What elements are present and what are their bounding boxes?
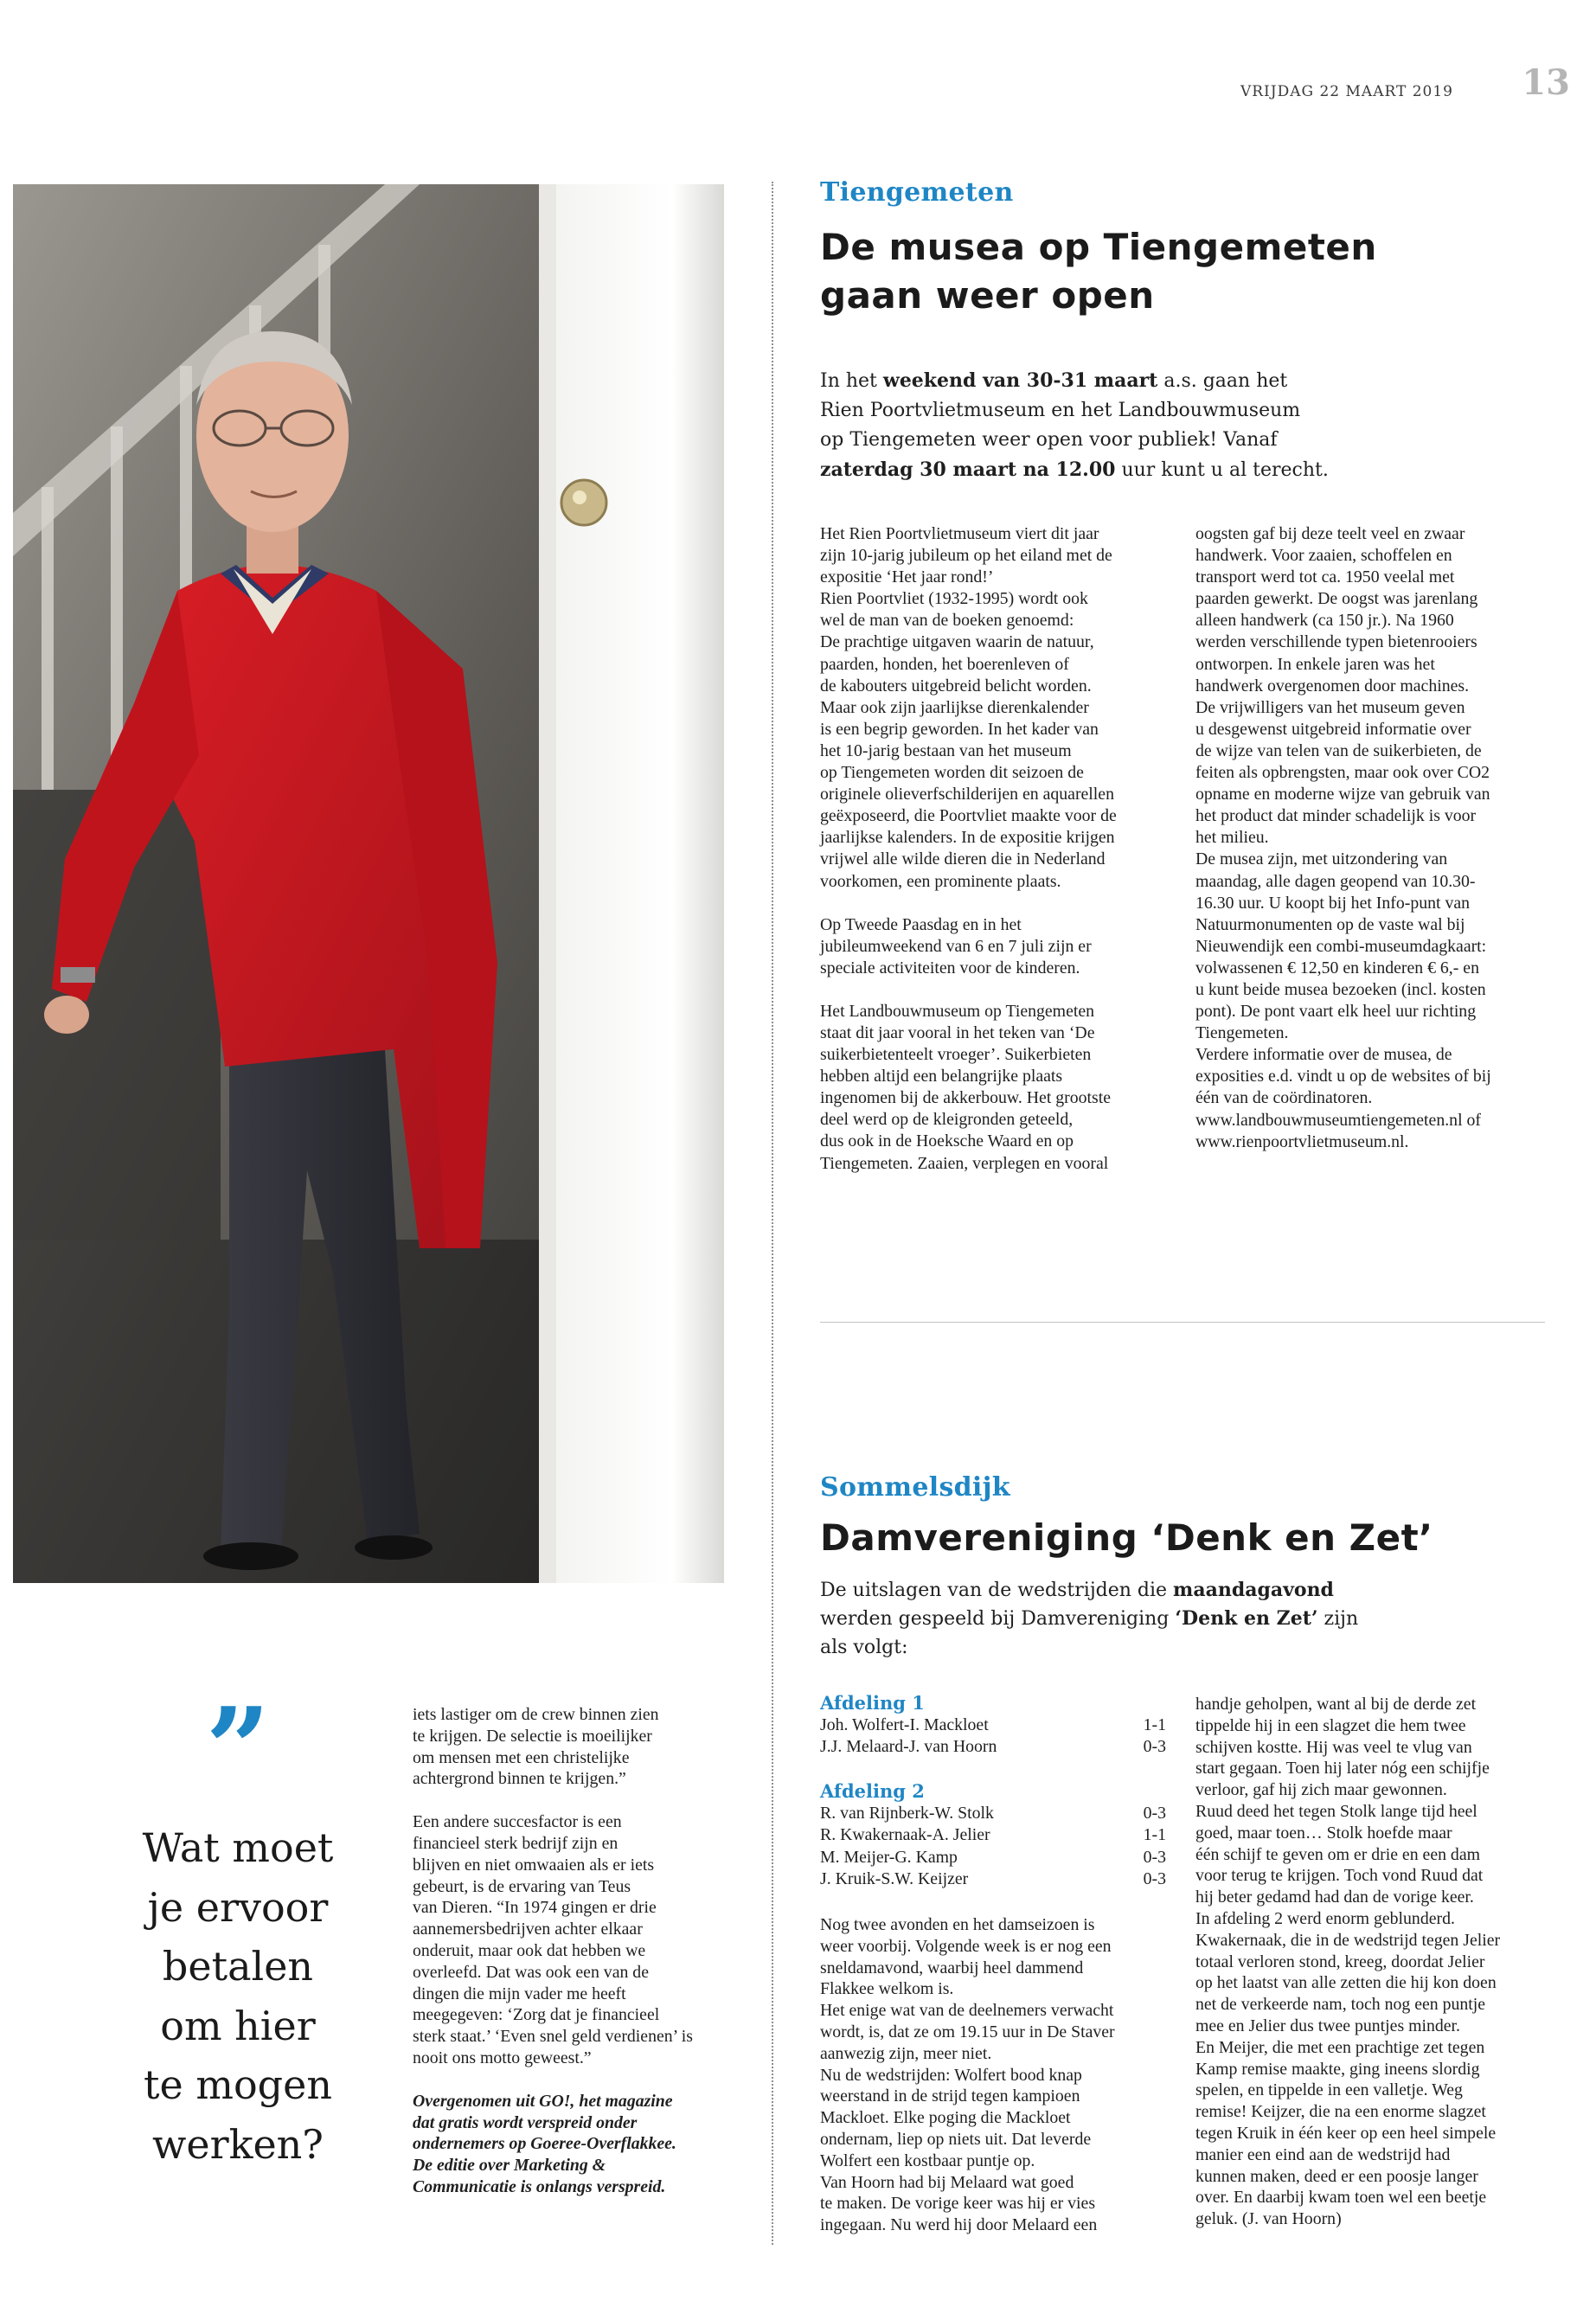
- text-line: paarden, honden, het boerenleven of: [820, 654, 1069, 674]
- portrait-photo: [13, 184, 724, 1583]
- text-line: start gegaan. Toen hij later nóg een schijfje: [1195, 1759, 1490, 1779]
- result-row: [820, 1847, 1166, 1868]
- article-lead: De uitslagen van de wedstrijden die maandagavond werden gespeeld bij Damvereniging ‘Denk en Zet’ zijn als volgt:: [820, 1579, 1359, 1658]
- text-line: het product dat minder schadelijk is voor: [1195, 806, 1477, 826]
- text-line: aanwezig zijn, meer niet.: [820, 2043, 992, 2063]
- text-line: achtergrond binnen te krijgen.”: [413, 1769, 626, 1789]
- match-score: 1-1: [1143, 1715, 1166, 1734]
- article-headline: [820, 223, 1377, 320]
- paragraph: [820, 914, 1166, 979]
- match-name: J.J. Melaard-J. van Hoorn: [820, 1737, 997, 1757]
- text-line: Ruud deed het tegen Stolk lange tijd heel: [1195, 1801, 1477, 1821]
- text-line: op Tiengemeten worden dit seizoen de: [820, 763, 1084, 783]
- match-score: 0-3: [1143, 1803, 1166, 1823]
- column-divider: [772, 182, 773, 2245]
- text-line: oogsten gaf bij deze teelt veel en zwaar: [1195, 524, 1465, 543]
- text-line: Het enige wat van de deelnemers verwacht: [820, 2001, 1114, 2021]
- text-line: tegen Kruik in één keer op een heel simpele: [1195, 2123, 1497, 2143]
- text-line: Kamp remise maakte, ging ineens slordig: [1195, 2059, 1480, 2079]
- text-line: jubileumweekend van 6 en 7 juli zijn er: [820, 936, 1092, 956]
- result-row: [820, 1868, 1166, 1890]
- text-line: ingegaan. Nu werd hij door Melaard een: [820, 2215, 1098, 2235]
- result-row: [820, 1803, 1166, 1824]
- text-line: De vrijwilligers van het museum geven: [1195, 697, 1465, 717]
- text-line: tippelde hij in een slagzet die hem twee: [1195, 1715, 1466, 1735]
- text-line: goed, maar toen… Stolk hoefde maar: [1195, 1823, 1452, 1843]
- text-line: hij beter gedamd had dan de vorige keer.: [1195, 1888, 1474, 1907]
- text-line: Wolfert een kostbaar puntje op.: [820, 2150, 1035, 2170]
- article-column-1: [820, 523, 1166, 1175]
- text-line: volwassenen € 12,50 en kinderen € 6,- en: [1195, 958, 1479, 977]
- text-line: blijven en niet omwaaien als er iets: [413, 1855, 655, 1875]
- pull-quote: [104, 1818, 372, 2174]
- text-line: spelen, en tippelde in een valletje. Weg: [1195, 2080, 1463, 2100]
- text-line: hebben altijd een belangrijke plaats: [820, 1067, 1063, 1086]
- text-line: op het laatst van alle zetten die hij kon doen: [1195, 1973, 1497, 1993]
- text-line: handwerk. Voor zaaien, schoffelen en: [1195, 546, 1452, 566]
- text-line: financieel sterk bedrijf zijn en: [413, 1833, 619, 1853]
- text-line: ingenomen bij de akkerbouw. Het grootste: [820, 1088, 1112, 1108]
- text-line: alleen handwerk (ca 150 jr.). Na 1960: [1195, 611, 1454, 631]
- text-line: over. En daarbij kwam toen wel een beetje: [1195, 2188, 1487, 2208]
- text-line: 16.30 uur. U koopt bij het Info-punt van: [1195, 893, 1471, 913]
- text-line: om mensen met een christelijke: [413, 1747, 630, 1767]
- text-line: dat gratis wordt verspreid onder: [413, 2112, 638, 2132]
- text-line: Overgenomen uit GO!, het magazine: [413, 2091, 673, 2111]
- text-line: Wat moet: [142, 1824, 334, 1871]
- text-line: mee en Jelier dus twee puntjes minder.: [1195, 2016, 1460, 2035]
- text-line: suikerbietenteelt vroeger’. Suikerbieten: [820, 1045, 1092, 1065]
- text-line: Flakkee welkom is.: [820, 1979, 954, 1999]
- text-line: van Dieren. “In 1974 gingen er drie: [413, 1898, 657, 1918]
- source-credit: [413, 2091, 733, 2198]
- article-column-2: [1195, 1694, 1542, 2230]
- text-line: gebeurt, is de ervaring van Teus: [413, 1876, 631, 1896]
- text-line: feiten als opbrengsten, maar ook over CO2: [1195, 763, 1490, 783]
- match-name: R. Kwakernaak-A. Jelier: [820, 1825, 990, 1845]
- text-line: originele olieverfschilderijen en aquarellen: [820, 785, 1114, 804]
- match-score: 0-3: [1143, 1737, 1166, 1757]
- text-line: schijven kostte. Hij was veel te vlug van: [1195, 1737, 1472, 1757]
- text-line: Mackloet. Elke poging die Mackloet: [820, 2108, 1071, 2128]
- division-heading: Afdeling 2: [820, 1779, 925, 1802]
- paragraph: [820, 1001, 1166, 1175]
- text-line: werden verschillende typen bietenrooiers: [1195, 632, 1477, 652]
- text-line: maandag, alle dagen geopend van 10.30-: [1195, 871, 1476, 891]
- text-line: Tiengemeten. Zaaien, verplegen en vooral: [820, 1153, 1109, 1173]
- text-line: Natuurmonumenten op de vaste wal bij: [1195, 914, 1465, 934]
- article-column-2: [1195, 523, 1542, 1153]
- match-name: J. Kruik-S.W. Keijzer: [820, 1869, 969, 1889]
- headline-line: gaan weer open: [820, 274, 1155, 317]
- paragraph: [413, 1704, 733, 1790]
- text-line: jaarlijkse kalenders. In de expositie krijgen: [820, 828, 1115, 848]
- result-row: [820, 1715, 1166, 1736]
- text-line: In afdeling 2 werd enorm geblunderd.: [1195, 1908, 1455, 1928]
- text-line: voorkomen, een prominente plaats.: [820, 871, 1061, 891]
- paragraph: [413, 1811, 733, 2069]
- text-line: werken?: [152, 2120, 324, 2168]
- text-line: vrijwel alle wilde dieren die in Nederland: [820, 849, 1106, 869]
- text-line: expositie ‘Het jaar rond!’: [820, 567, 994, 587]
- page-number: 13: [1522, 62, 1570, 103]
- match-name: Joh. Wolfert-I. Mackloet: [820, 1715, 989, 1734]
- text-line: geëxposeerd, die Poortvliet maakte voor de: [820, 806, 1117, 826]
- article-lead: In het weekend van 30-31 maart a.s. gaan het Rien Poortvlietmuseum en het Landbouwmuseum op Tiengemeten weer open voor publiek! Vanaf zaterdag 30 maart na 12.00 uur kunt u al terecht.: [820, 369, 1329, 481]
- text-line: sneldamavond, waarbij heel dammend: [820, 1958, 1084, 1977]
- text-line: totaal verloren stond, kreeg, doordat Jelier: [1195, 1952, 1485, 1971]
- text-line: te maken. De vorige keer was hij er vies: [820, 2194, 1096, 2214]
- text-line: betalen: [162, 1943, 314, 1990]
- article-divider: [820, 1322, 1545, 1323]
- text-line: te krijgen. De selectie is moeilijker: [413, 1726, 652, 1746]
- text-line: Rien Poortvliet (1932-1995) wordt ook: [820, 589, 1088, 609]
- text-line: Het Landbouwmuseum op Tiengemeten: [820, 1001, 1095, 1021]
- text-line: Nog twee avonden en het damseizoen is: [820, 1915, 1095, 1934]
- result-row: [820, 1736, 1166, 1758]
- text-line: opname en moderne wijze van gebruik van: [1195, 785, 1490, 804]
- text-line: paarden gewerkt. De oogst was jarenlang: [1195, 589, 1478, 609]
- text-line: u desgewenst uitgebreid informatie over: [1195, 719, 1471, 739]
- text-line: Nu de wedstrijden: Wolfert bood knap: [820, 2065, 1082, 2085]
- text-line: sterk staat.’ ‘Even snel geld verdienen’ is: [413, 2027, 693, 2047]
- issue-date: VRIJDAG 22 MAART 2019: [1240, 83, 1453, 100]
- text-line: wel de man van de boeken genoemd:: [820, 611, 1074, 631]
- article-kicker: Sommelsdijk: [820, 1472, 1010, 1503]
- text-line: geluk. (J. van Hoorn): [1195, 2209, 1342, 2229]
- text-line: dingen die mijn vader me heeft: [413, 1984, 626, 2003]
- text-line: deel werd op de kleigronden geteeld,: [820, 1110, 1074, 1130]
- result-row: [820, 1824, 1166, 1846]
- text-line: transport werd tot ca. 1950 veelal met: [1195, 567, 1455, 587]
- text-line: Kwakernaak, die in de wedstrijd tegen Jelier: [1195, 1930, 1501, 1950]
- text-line: De editie over Marketing &: [413, 2156, 606, 2176]
- match-name: R. van Rijnberk-W. Stolk: [820, 1803, 994, 1823]
- match-score: 0-3: [1143, 1847, 1166, 1867]
- text-line: één schijf te geven om er drie en een dam: [1195, 1844, 1480, 1864]
- article-headline: Damvereniging ‘Denk en Zet’: [820, 1516, 1433, 1559]
- text-line: is een begrip geworden. In het kader van: [820, 719, 1099, 739]
- match-name: M. Meijer-G. Kamp: [820, 1847, 958, 1867]
- text-line: En Meijer, die met een prachtige zet tegen: [1195, 2037, 1485, 2057]
- text-line: zijn 10-jarig jubileum op het eiland met de: [820, 546, 1112, 566]
- text-line: exposities e.d. vindt u op de websites of bij: [1195, 1067, 1491, 1086]
- text-line: het milieu.: [1195, 828, 1269, 848]
- quote-mark-icon: ”: [205, 1682, 271, 1815]
- text-line: De musea zijn, met uitzondering van: [1195, 849, 1448, 869]
- text-line: het 10-jarig bestaan van het museum: [820, 740, 1072, 760]
- text-line: te mogen: [144, 2061, 332, 2108]
- text-line: handje geholpen, want al bij de derde zet: [1195, 1695, 1477, 1714]
- text-line: pont). De pont vaart elk heel uur richting: [1195, 1002, 1477, 1022]
- headline-line: De musea op Tiengemeten: [820, 226, 1377, 268]
- text-line: ondernam, liep op niets uit. Dat leverde: [820, 2129, 1092, 2149]
- text-line: voor terug te krijgen. Toch vond Ruud dat: [1195, 1866, 1484, 1886]
- paragraph: [820, 523, 1166, 893]
- text-line: meegegeven: ‘Zorg dat je financieel: [413, 2005, 660, 2025]
- text-line: om hier: [160, 2002, 316, 2049]
- text-line: Nieuwendijk een combi-museumdagkaart:: [1195, 936, 1487, 956]
- text-line: speciale activiteiten voor de kinderen.: [820, 958, 1080, 977]
- text-line: de wijze van telen van de suikerbieten, de: [1195, 740, 1482, 760]
- paragraph: [1195, 523, 1542, 1153]
- text-line: net de verkeerde nam, toch nog een puntje: [1195, 1995, 1486, 2015]
- portrait-illustration: [13, 184, 724, 1583]
- text-line: iets lastiger om de crew binnen zien: [413, 1705, 659, 1724]
- text-line: www.rienpoortvlietmuseum.nl.: [1195, 1131, 1409, 1151]
- sidebar-text: [413, 1704, 733, 2198]
- text-line: remise! Keijzer, die na een enorme slagzet: [1195, 2102, 1486, 2122]
- text-line: aannemersbedrijven achter elkaar: [413, 1920, 643, 1939]
- text-line: De prachtige uitgaven waarin de natuur,: [820, 632, 1094, 652]
- division-heading: Afdeling 1: [820, 1692, 925, 1714]
- text-line: Maar ook zijn jaarlijkse dierenkalender: [820, 697, 1089, 717]
- text-line: Het Rien Poortvlietmuseum viert dit jaar: [820, 524, 1099, 543]
- text-line: nooit ons motto geweest.”: [413, 2048, 592, 2067]
- text-line: manier een eind aan de wedstrijd had: [1195, 2144, 1451, 2164]
- text-line: Verdere informatie over de musea, de: [1195, 1045, 1452, 1065]
- text-line: Tiengemeten.: [1195, 1023, 1289, 1043]
- text-line: overleefd. Dat was ook een van de: [413, 1962, 649, 1982]
- text-line: www.landbouwmuseumtiengemeten.nl of: [1195, 1110, 1481, 1130]
- text-line: handwerk overgenomen door machines.: [1195, 676, 1470, 695]
- text-line: kunnen maken, deed er een poosje langer: [1195, 2166, 1478, 2186]
- text-line: verloor, gaf hij zich maar gewonnen.: [1195, 1780, 1447, 1800]
- text-line: wordt, is, dat ze om 19.15 uur in De Staver: [820, 2022, 1115, 2041]
- text-line: staat dit jaar vooral in het teken van ‘De: [820, 1022, 1095, 1042]
- text-line: weer voorbij. Volgende week is er nog een: [820, 1936, 1112, 1956]
- text-line: de kabouters uitgebreid belicht worden.: [820, 676, 1092, 695]
- text-line: Van Hoorn had bij Melaard wat goed: [820, 2172, 1074, 2192]
- results-list: [820, 1692, 1166, 1890]
- text-line: één van de coördinatoren.: [1195, 1088, 1373, 1108]
- text-line: Een andere succesfactor is een: [413, 1812, 622, 1832]
- match-score: 0-3: [1143, 1869, 1166, 1889]
- article-kicker: Tiengemeten: [820, 177, 1014, 208]
- article-column-1: [820, 1914, 1166, 2236]
- text-line: weerstand in de strijd tegen kampioen: [820, 2086, 1080, 2106]
- text-line: je ervoor: [147, 1883, 329, 1931]
- text-line: Communicatie is onlangs verspreid.: [413, 2176, 666, 2196]
- text-line: u kunt beide musea bezoeken (incl. kosten: [1195, 979, 1486, 999]
- text-line: ontworpen. In enkele jaren was het: [1195, 654, 1435, 674]
- text-line: dus ook in de Hoeksche Waard en op: [820, 1131, 1074, 1151]
- text-line: onderuit, maar ook dat hebben we: [413, 1940, 646, 1960]
- match-score: 1-1: [1143, 1825, 1166, 1845]
- text-line: Op Tweede Paasdag en in het: [820, 914, 1022, 934]
- text-line: ondernemers op Goeree-Overflakkee.: [413, 2134, 676, 2154]
